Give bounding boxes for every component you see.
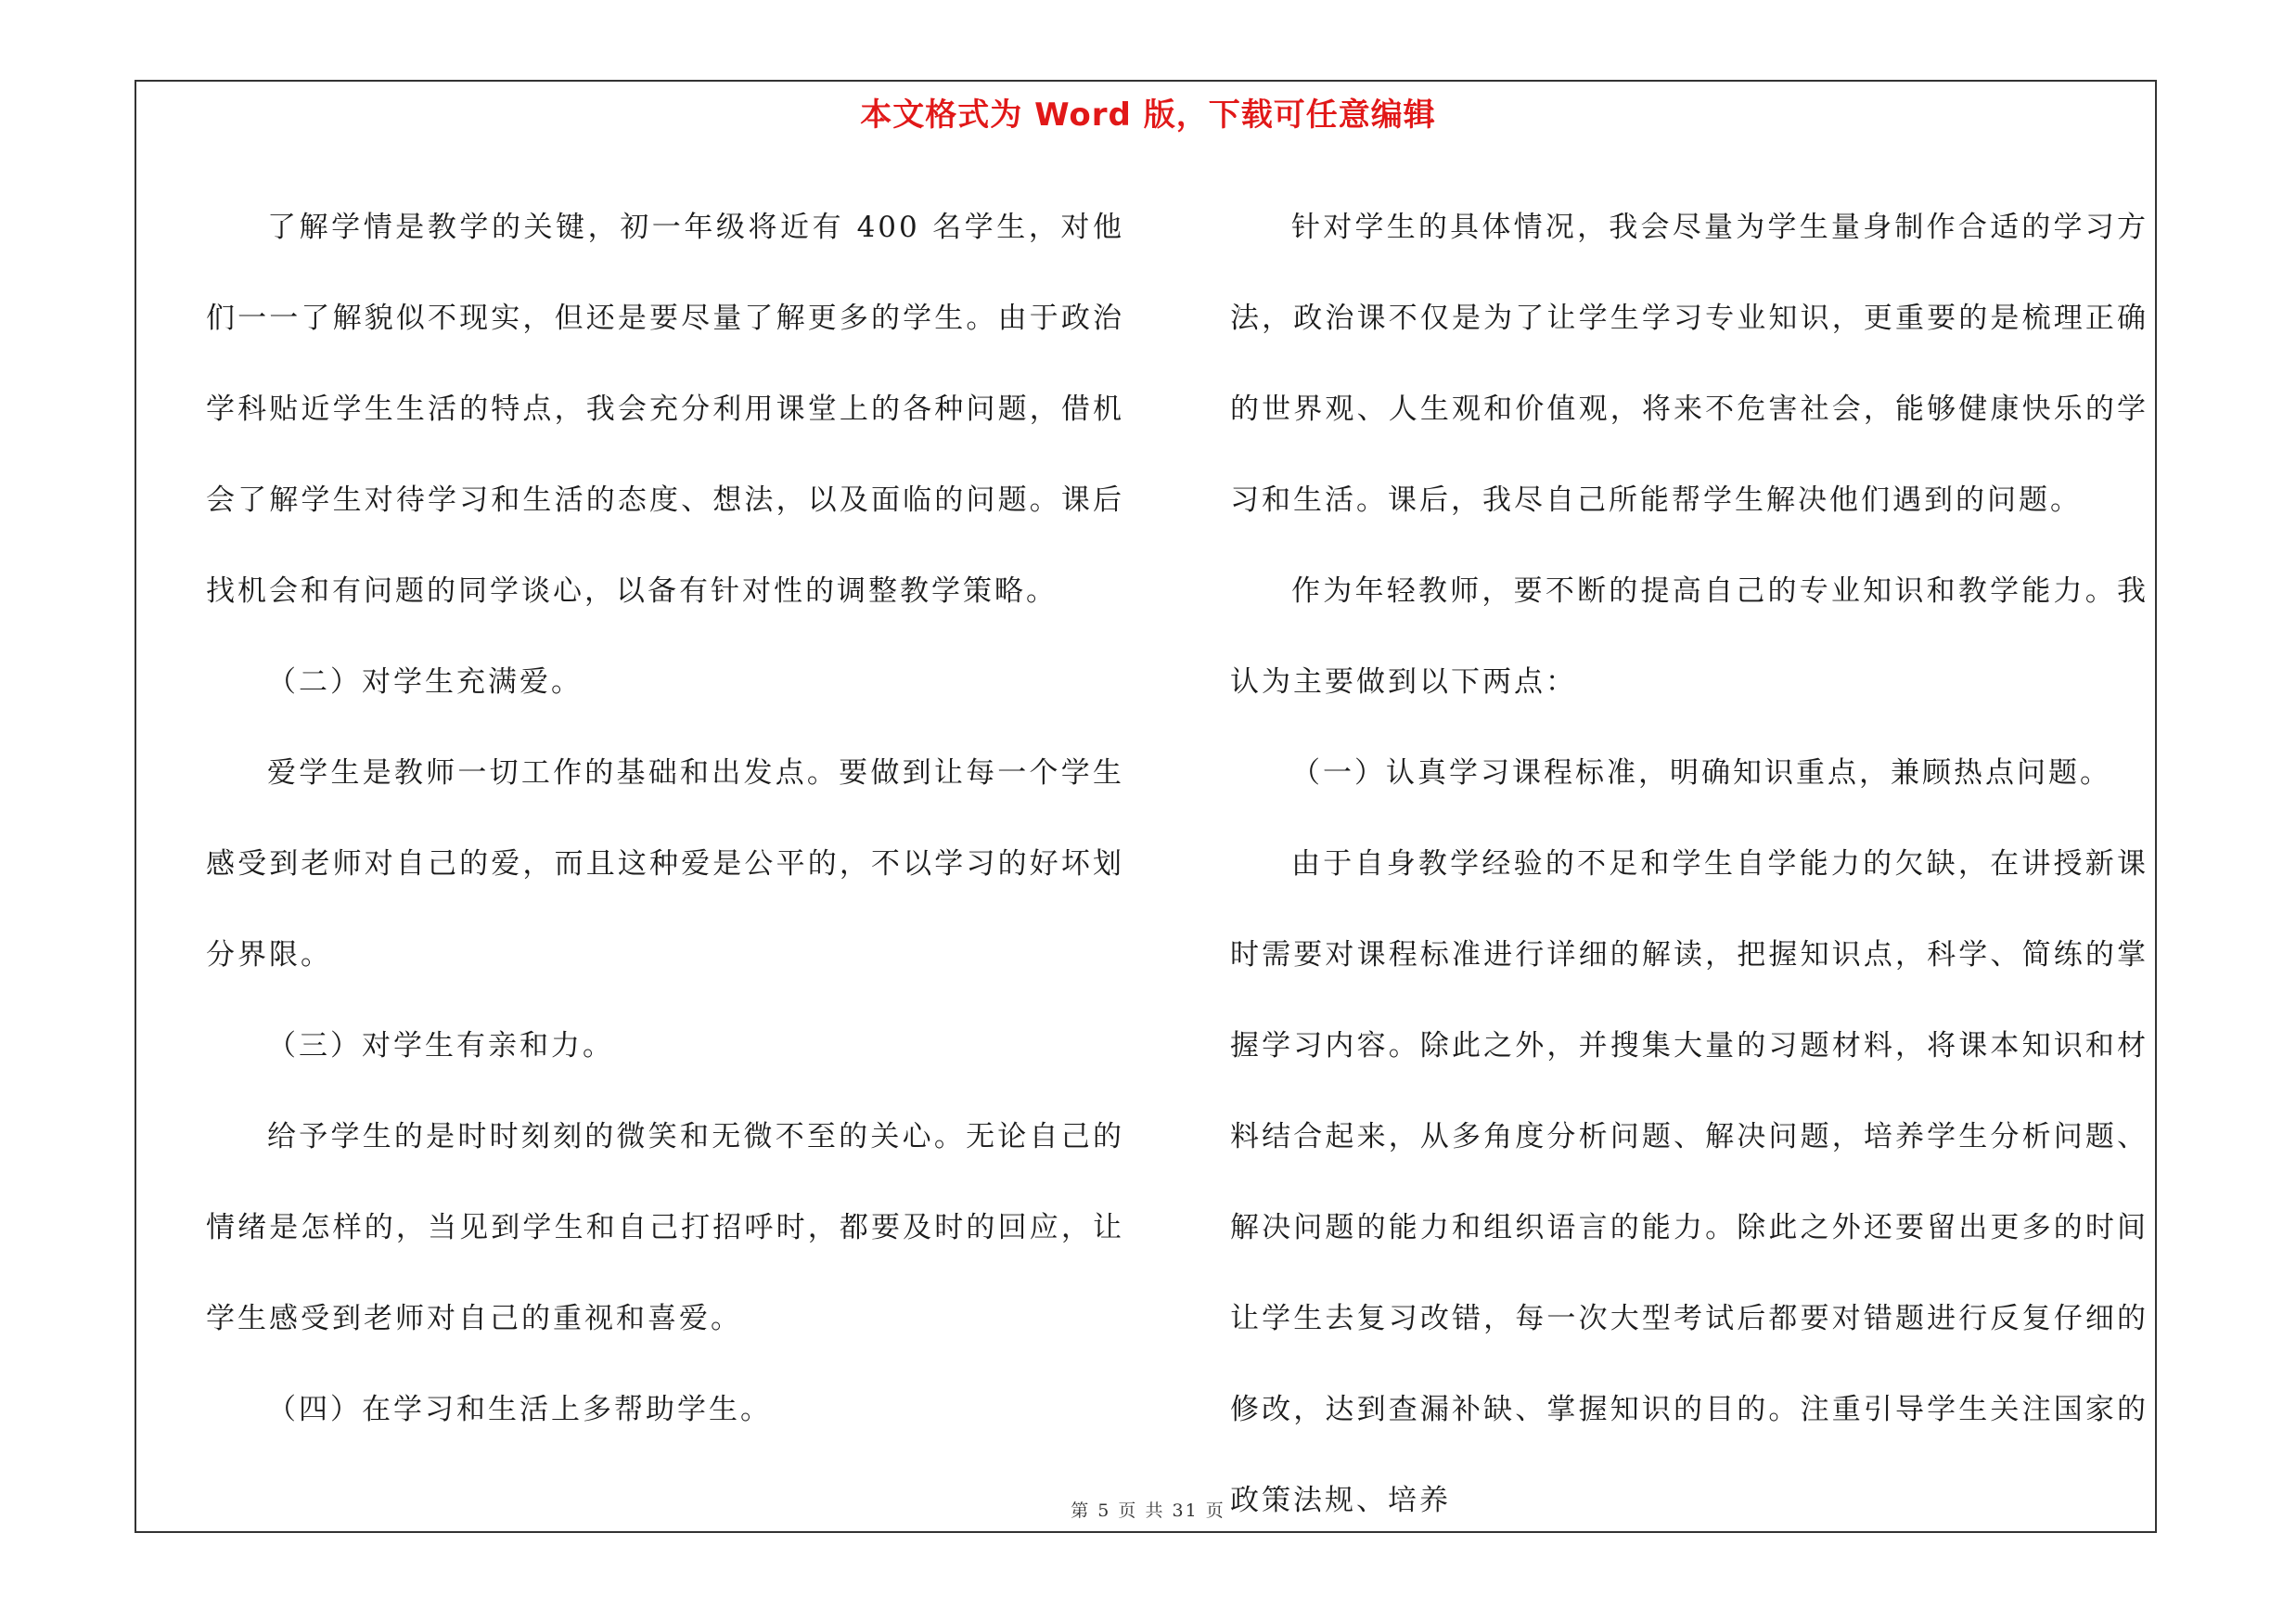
right-text-column: [1230, 182, 2148, 1546]
paragraph: 作为年轻教师，要不断的提高自己的专业知识和教学能力。我认为主要做到以下两点：: [1230, 574, 2148, 699]
paragraph: 给予学生的是时时刻刻的微笑和无微不至的关心。无论自己的情绪是怎样的，当见到学生和自己打招呼时，都要及时的回应，让学生感受到老师对自己的重视和喜爱。: [206, 1120, 1124, 1335]
section-heading: （三）对学生有亲和力。: [267, 1029, 614, 1063]
section-heading: （一）认真学习课程标准，明确知识重点，兼顾热点问题。: [1291, 756, 2111, 790]
paragraph: 针对学生的具体情况，我会尽量为学生量身制作合适的学习方法，政治课不仅是为了让学生学习专业知识，更重要的是梳理正确的世界观、人生观和价值观，将来不危害社会，能够健康快乐的学习和生活。课后，我尽自己所能帮学生解决他们遇到的问题。: [1230, 211, 2148, 517]
left-text-column: [206, 182, 1124, 1455]
word-format-notice: 本文格式为 Word 版，下载可任意编辑: [860, 97, 1436, 134]
paragraph: 由于自身教学经验的不足和学生自学能力的欠缺，在讲授新课时需要对课程标准进行详细的解读，把握知识点，科学、简练的掌握学习内容。除此之外，并搜集大量的习题材料，将课本知识和材料结合起来，从多角度分析问题、解决问题，培养学生分析问题、解决问题的能力和组织语言的能力。除此之外还要留出更多的时间让学生去复习改错，每一次大型考试后都要对错题进行反复仔细的修改，达到查漏补缺、掌握知识的目的。注重引导学生关注国家的政策法规、培养: [1230, 847, 2148, 1517]
section-heading: （四）在学习和生活上多帮助学生。: [267, 1393, 772, 1426]
paragraph: 了解学情是教学的关键，初一年级将近有 400 名学生，对他们一一了解貌似不现实，但还是要尽量了解更多的学生。由于政治学科贴近学生生活的特点，我会充分利用课堂上的各种问题，借机会了解学生对待学习和生活的态度、想法，以及面临的问题。课后找机会和有问题的同学谈心，以备有针对性的调整教学策略。: [206, 211, 1124, 608]
paragraph: 爱学生是教师一切工作的基础和出发点。要做到让每一个学生感受到老师对自己的爱，而且这种爱是公平的，不以学习的好坏划分界限。: [206, 756, 1124, 972]
page-number: 第 5 页 共 31 页: [1071, 1501, 1225, 1521]
section-heading: （二）对学生充满爱。: [267, 665, 583, 699]
